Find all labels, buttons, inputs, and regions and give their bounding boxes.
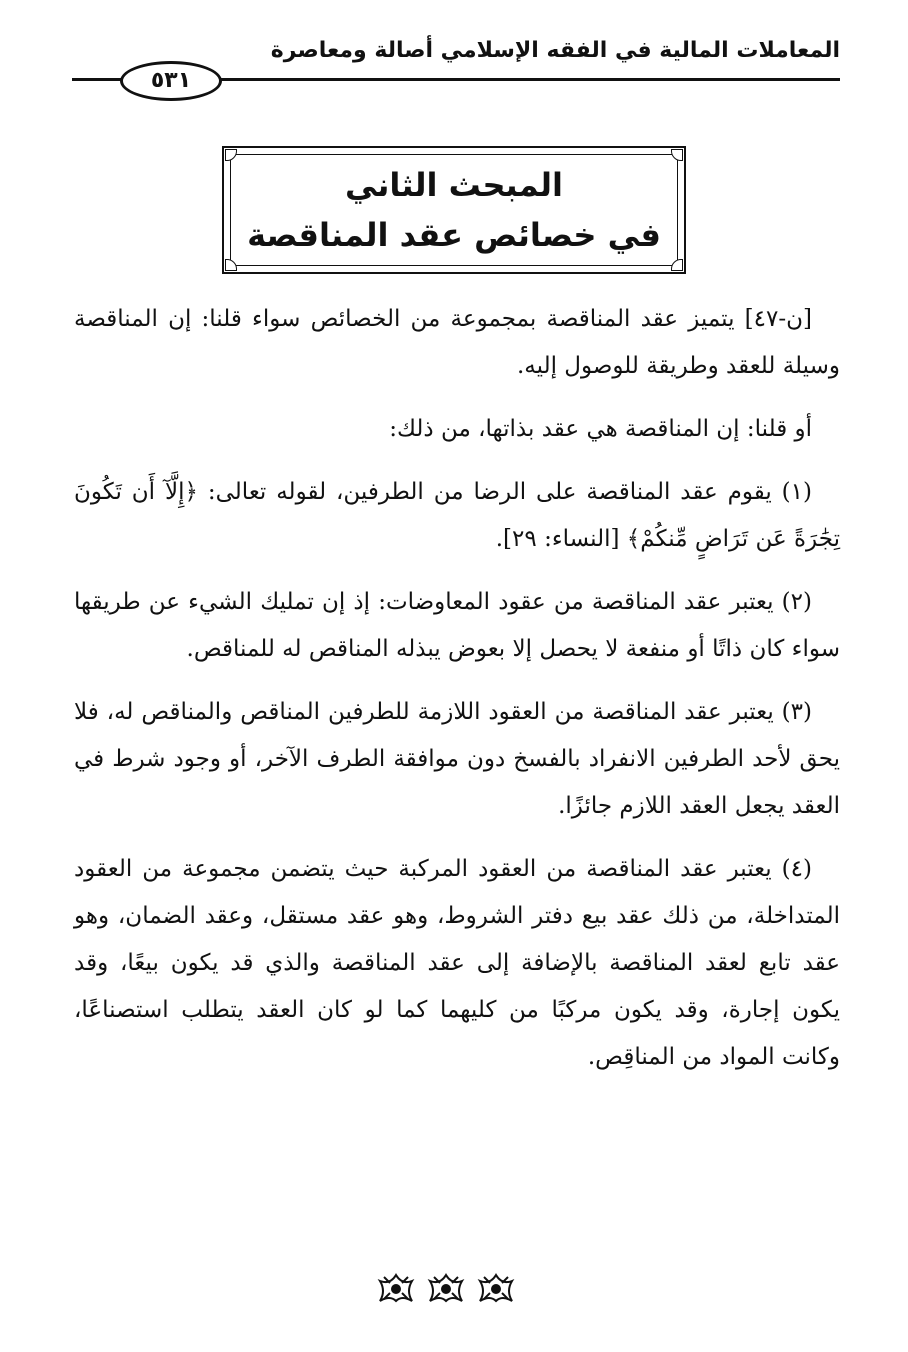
floral-ornament-icon <box>376 1271 416 1305</box>
floral-ornament-icon <box>426 1271 466 1305</box>
frame-corner <box>671 149 683 161</box>
paragraph-intro: [ن-٤٧] يتميز عقد المناقصة بمجموعة من الخصائص سواء قلنا: إن المناقصة وسيلة للعقد وطريقة للوصول إليه. <box>74 306 840 379</box>
paragraph-item-1 <box>74 469 840 563</box>
paragraph-or-said: أو قلنا: إن المناقصة هي عقد بذاتها، من ذلك: <box>389 416 812 442</box>
frame-corner <box>225 259 237 271</box>
running-header-title: المعاملات المالية في الفقه الإسلامي أصالة ومعاصرة <box>270 38 840 63</box>
paragraph-item-1-text: (١) يقوم عقد المناقصة على الرضا من الطرفين، لقوله تعالى: <box>197 479 812 505</box>
paragraph-item-2: (٢) يعتبر عقد المناقصة من عقود المعاوضات: إذ إن تمليك الشيء عن طريقها سواء كان ذاتًا أو منفعة لا يحصل إلا بعوض يبذله المناقص له للمناقص. <box>74 589 840 662</box>
section-title-line2: في خصائص عقد المناقصة <box>247 216 661 254</box>
frame-corner <box>671 259 683 271</box>
frame-corner <box>225 149 237 161</box>
quran-reference: [النساء: ٢٩]. <box>495 526 627 552</box>
paragraph-item-4: (٤) يعتبر عقد المناقصة من العقود المركبة حيث يتضمن مجموعة من العقود المتداخلة، من ذلك عقد بيع دفتر الشروط، وهو عقد مستقل، وعقد الضمان، وهو عقد تابع لعقد المناقصة بالإضافة إلى عقد المناقصة والذي قد يكون بيعًا، وقد يكون إجارة، وقد يكون مركبًا من كليهما كما لو كان العقد يتطلب استصناعًا، وكانت المواد من المناقِص. <box>74 856 840 1070</box>
floral-ornament-icon <box>476 1271 516 1305</box>
page-number: ٥٣١ <box>120 61 222 101</box>
section-title-inner-frame <box>230 154 678 266</box>
paragraph-item-3: (٣) يعتبر عقد المناقصة من العقود اللازمة للطرفين المناقص والمناقص له، فلا يحق لأحد الطرفين الانفراد بالفسخ دون موافقة الطرف الآخر، أو وجود شرط في العقد يجعل العقد اللازم جائزًا. <box>74 699 840 819</box>
section-title-line1: المبحث الثاني <box>344 166 564 204</box>
section-title-box <box>222 146 686 274</box>
body-text <box>74 296 840 1097</box>
footer-ornament <box>376 1268 516 1308</box>
quran-verse: ﴿إِلَّآ أَن تَكُونَ تِجَٰرَةً عَن تَرَاضٍ مِّنكُمْ﴾ <box>74 479 840 552</box>
